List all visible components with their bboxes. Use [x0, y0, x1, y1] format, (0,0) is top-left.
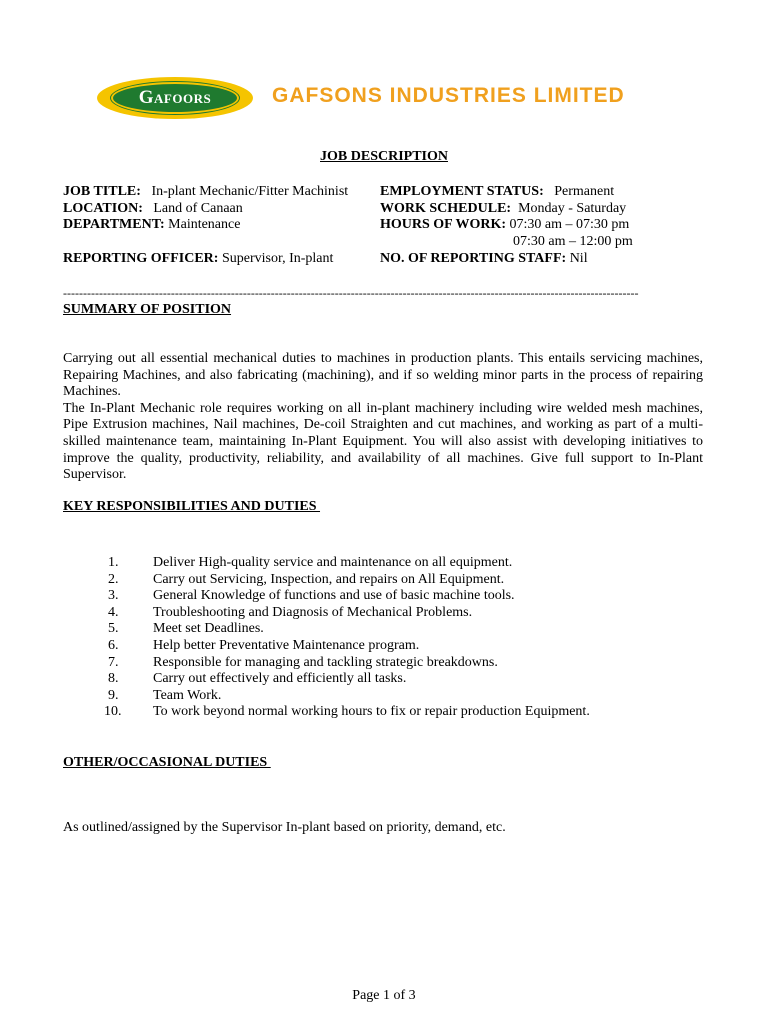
list-item: 2. Carry out Servicing, Inspection, and repairs on All Equipment.: [108, 571, 505, 587]
logo-text: Gafoors: [138, 87, 212, 108]
department-row: [63, 217, 240, 233]
list-item: 6. Help better Preventative Maintenance program.: [108, 637, 420, 653]
company-logo: [97, 77, 253, 119]
list-item: 10. To work beyond normal working hours to fix or repair production Equipment.: [104, 704, 590, 720]
other-duties-text: As outlined/assigned by the Supervisor In-plant based on priority, demand, etc.: [63, 820, 506, 835]
list-item: 1. Deliver High-quality service and maintenance on all equipment.: [108, 555, 513, 570]
reporting-staff-value: Nil: [569, 251, 588, 266]
reporting-officer-value: Supervisor, In-plant: [221, 251, 334, 266]
department-value: Maintenance: [168, 217, 241, 232]
key-responsibilities-heading: KEY RESPONSIBILITIES AND DUTIES: [63, 499, 321, 514]
employment-status-label: EMPLOYMENT STATUS:: [380, 184, 544, 199]
job-title-row: [63, 184, 348, 200]
reporting-staff-row: [380, 251, 588, 267]
department-label: DEPARTMENT:: [63, 217, 165, 232]
duties-list: [63, 555, 703, 721]
other-duties-heading: OTHER/OCCASIONAL DUTIES: [63, 755, 271, 770]
hours-value-1: 07:30 am – 07:30 pm: [509, 217, 630, 232]
job-title-value: In-plant Mechanic/Fitter Machinist: [151, 184, 349, 199]
divider-line: ------------------------------------------------------------------------------------------------------------------------------------------------: [63, 286, 639, 300]
summary-paragraph-1: Carrying out all essential mechanical duties to machines in production plants. This entails servicing machines, Repairing Machines, and also fabricating (machining), and if so welding minor parts in the process of repairing Machines.: [63, 351, 703, 400]
page-number: Page 1 of 3: [352, 988, 416, 1003]
location-label: LOCATION:: [63, 201, 143, 216]
list-item: 3. General Knowledge of functions and use of basic machine tools.: [108, 588, 515, 604]
reporting-officer-row: [63, 251, 333, 267]
summary-heading: SUMMARY OF POSITION: [63, 302, 232, 317]
hours-row: [380, 217, 629, 233]
list-item: 8. Carry out effectively and efficiently all tasks.: [108, 671, 407, 687]
reporting-staff-label: NO. OF REPORTING STAFF:: [380, 251, 567, 266]
location-value: Land of Canaan: [153, 201, 243, 216]
work-schedule-label: WORK SCHEDULE:: [380, 201, 512, 216]
hours-label: HOURS OF WORK:: [380, 217, 507, 232]
work-schedule-value: Monday - Saturday: [518, 201, 627, 216]
employment-status-value: Permanent: [554, 184, 615, 199]
hours-value-2: 07:30 am – 12:00 pm: [513, 234, 633, 249]
list-item: 7. Responsible for managing and tackling strategic breakdowns.: [108, 654, 498, 670]
list-item: 4. Troubleshooting and Diagnosis of Mechanical Problems.: [108, 604, 473, 620]
reporting-officer-label: REPORTING OFFICER:: [63, 251, 219, 266]
location-row: [63, 201, 243, 217]
work-schedule-row: [380, 201, 626, 217]
company-name: GAFSONS INDUSTRIES LIMITED: [272, 84, 625, 107]
job-title-label: JOB TITLE:: [63, 184, 141, 199]
list-item: 9. Team Work.: [108, 687, 222, 703]
summary-paragraph-2: The In-Plant Mechanic role requires working on all in-plant machinery including wire welded mesh machines, Pipe Extrusion machines, Nail machines, De-coil Straighten and cut machines, and working as part of a multi-skilled maintenance team, maintaining In-Plant Equipment. You will also assist with developing initiatives to improve the quality, productivity, reliability, and availability of all machines. Give full support to In-Plant Supervisor.: [63, 400, 703, 483]
summary-text: [63, 351, 703, 484]
page-title: JOB DESCRIPTION: [320, 149, 448, 164]
list-item: 5. Meet set Deadlines.: [108, 621, 264, 637]
employment-status-row: [380, 184, 614, 200]
